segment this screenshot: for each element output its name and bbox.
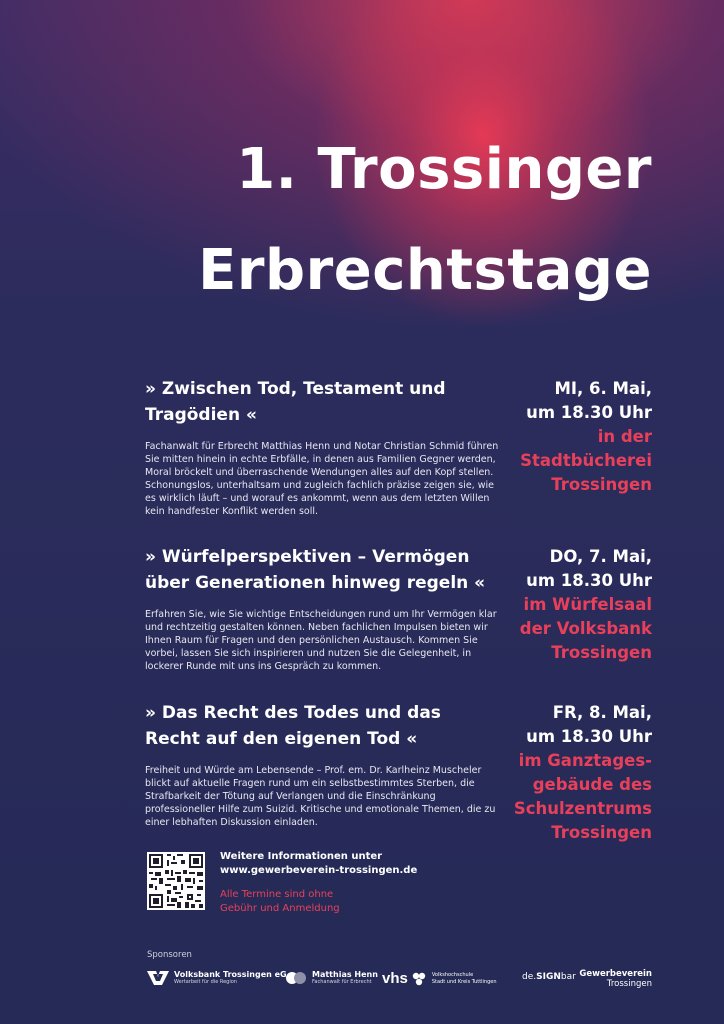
event-1-place-3: Trossingen [551, 475, 652, 494]
qr-code-icon [147, 852, 205, 910]
info-note-1: Alle Termine sind ohne [220, 889, 334, 900]
event-3 [145, 700, 500, 829]
sponsor-henn [285, 970, 378, 986]
title-line-1: 1. Trossinger [236, 137, 652, 202]
event-1-heading-line-2: Tragödien « [145, 405, 257, 425]
volksbank-tagline: Wertarbeit für die Region [174, 979, 237, 985]
event-1-place-2: Stadtbücherei [520, 451, 652, 470]
event-1-heading [145, 376, 500, 428]
event-3-heading-line-2: Recht auf den eigenen Tod « [145, 729, 418, 749]
info-line-1: Weitere Informationen unter [220, 851, 383, 862]
sponsor-designbar [522, 972, 576, 982]
sponsor-gewerbeverein [579, 969, 652, 989]
event-3-time: um 18.30 Uhr [526, 727, 652, 746]
event-2-date [462, 545, 652, 665]
designbar-part-2: SIGN [536, 972, 561, 982]
henn-logo-icon [285, 971, 307, 985]
event-3-day: FR, 8. Mai, [552, 703, 652, 722]
sponsor-vhs [382, 970, 497, 987]
event-2-time: um 18.30 Uhr [526, 571, 652, 590]
event-3-place-2: gebäude des [532, 775, 652, 794]
event-1-time: um 18.30 Uhr [526, 403, 652, 422]
qr-code[interactable] [147, 852, 205, 910]
event-3-date [462, 701, 652, 845]
event-2-place-2: der Volksbank [519, 619, 652, 638]
event-3-description: Freiheit und Würde am Lebensende – Prof. em. Dr. Karlheinz Muscheler blickt auf aktuelle Fragen rund um ein selbstbestimmtes Sterben, die Strafbarkeit der Tötung auf Verlangen und die Einschränkung professioneller Hilfe zum Suizid. Kritische und emotionale Themen, die zu einer lebhaften Diskussion einladen. [145, 765, 496, 828]
event-3-place-4: Trossingen [551, 823, 652, 842]
vhs-line-1: Volkshochschule [431, 971, 474, 978]
event-1-day: MI, 6. Mai, [554, 379, 652, 398]
event-2-place-1: im Würfelsaal [523, 595, 652, 614]
event-2-heading-line-2: über Generationen hinweg regeln « [145, 573, 486, 593]
info-block [220, 850, 417, 916]
vhs-line-2: Stadt und Kreis Tuttlingen [431, 978, 497, 985]
event-1 [145, 376, 500, 518]
event-1-date [462, 377, 652, 497]
sponsors-label: Sponsoren [147, 950, 192, 960]
gewerbeverein-line-1: Gewerbeverein [579, 969, 652, 979]
vhs-mark: vhs [382, 970, 408, 987]
volksbank-name: Volksbank Trossingen eG [174, 970, 287, 979]
event-3-place-3: Schulzentrums [513, 799, 652, 818]
info-note-2: Gebühr und Anmeldung [220, 903, 340, 914]
event-1-place-1: in der [597, 427, 652, 446]
event-2 [145, 544, 500, 673]
designbar-part-1: de. [522, 972, 537, 982]
sponsor-volksbank [147, 970, 287, 986]
henn-tagline: Fachanwalt für Erbrecht [312, 979, 372, 985]
event-2-day: DO, 7. Mai, [549, 547, 652, 566]
vhs-logo-icon [411, 972, 427, 986]
info-website-link[interactable]: www.gewerbeverein-trossingen.de [220, 865, 418, 876]
event-1-description: Fachanwalt für Erbrecht Matthias Henn und Notar Christian Schmid führen Sie mitten hinein in echte Erbfälle, in denen aus Familien Gegner werden, Moral bröckelt und überraschende Wendungen alles auf den Kopf stellen. Schonungslos, unterhaltsam und zugleich fachlich präzise zeigen sie, wie es wirklich läuft – und worauf es ankommt, wenn aus dem letzten Willen kein handfester Konflikt werden soll. [145, 441, 499, 517]
volksbank-logo-icon [147, 970, 169, 986]
event-3-heading [145, 700, 500, 752]
gewerbeverein-line-2: Trossingen [606, 979, 652, 989]
henn-name: Matthias Henn [312, 970, 378, 979]
title-line-2: Erbrechtstage [198, 238, 652, 303]
event-2-heading-line-1: » Würfelperspektiven – Vermögen [145, 547, 470, 567]
event-2-description: Erfahren Sie, wie Sie wichtige Entscheidungen rund um Ihr Vermögen klar und rechtzeitig gestalten können. Neben fachlichen Impulsen bieten wir Ihnen Raum für Fragen und den persönlichen Austausch. Kommen Sie vorbei, lassen Sie sich inspirieren und nutzen Sie die Gelegenheit, in lockerer Runde mit uns ins Gespräch zu kommen. [145, 609, 497, 672]
event-3-heading-line-1: » Das Recht des Todes und das [145, 703, 441, 723]
event-2-heading [145, 544, 500, 596]
event-2-place-3: Trossingen [551, 643, 652, 662]
event-1-heading-line-1: » Zwischen Tod, Testament und [145, 379, 446, 399]
event-3-place-1: im Ganztages- [518, 751, 652, 770]
designbar-part-3: bar [560, 972, 576, 982]
